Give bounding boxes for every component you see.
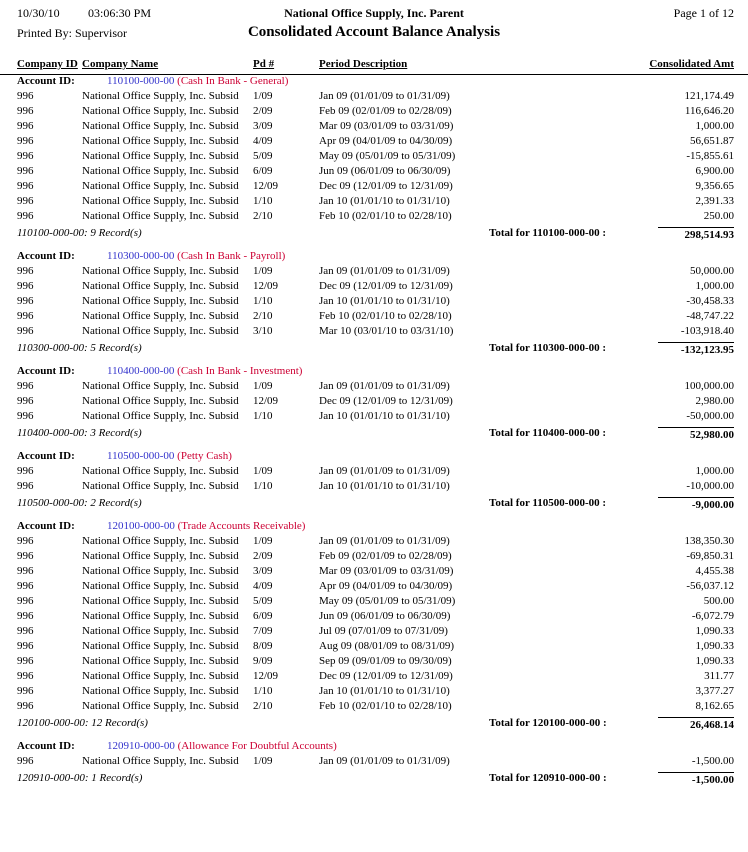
account-number: 120910-000-00 (107, 740, 175, 752)
column-header-consolidated-amt: Consolidated Amt (649, 58, 734, 70)
cell-company-name: National Office Supply, Inc. Subsid (82, 565, 239, 577)
cell-company-name: National Office Supply, Inc. Subsid (82, 465, 239, 477)
table-row (0, 550, 748, 565)
table-row (0, 565, 748, 580)
cell-consolidated-amt: 1,090.33 (695, 640, 734, 652)
account-number: 110400-000-00 (107, 365, 175, 377)
table-row (0, 535, 748, 550)
cell-pd: 5/09 (253, 150, 273, 162)
cell-consolidated-amt: 8,162.65 (695, 700, 734, 712)
cell-company-name: National Office Supply, Inc. Subsid (82, 195, 239, 207)
cell-pd: 2/09 (253, 550, 273, 562)
cell-company-name: National Office Supply, Inc. Subsid (82, 670, 239, 682)
account-description: (Cash In Bank - Investment) (177, 365, 303, 377)
cell-period-description: Dec 09 (12/01/09 to 12/31/09) (319, 670, 453, 682)
cell-pd: 2/10 (253, 700, 273, 712)
cell-consolidated-amt: 250.00 (703, 210, 734, 222)
cell-company-name: National Office Supply, Inc. Subsid (82, 105, 239, 117)
record-count: 110500-000-00: 2 Record(s) (17, 497, 142, 509)
account-id-label: Account ID: (17, 740, 75, 752)
account-group (0, 365, 748, 450)
account-number: 110300-000-00 (107, 250, 175, 262)
cell-pd: 12/09 (253, 395, 279, 407)
cell-company-id: 996 (17, 210, 34, 222)
cell-consolidated-amt: 9,356.65 (695, 180, 734, 192)
cell-company-name: National Office Supply, Inc. Subsid (82, 625, 239, 637)
cell-pd: 12/09 (253, 280, 279, 292)
table-row (0, 670, 748, 685)
cell-pd: 12/09 (253, 670, 279, 682)
cell-consolidated-amt: -15,855.61 (686, 150, 734, 162)
report-header-line1 (0, 6, 748, 24)
cell-pd: 4/09 (253, 580, 273, 592)
account-description: (Cash In Bank - Payroll) (177, 250, 286, 262)
cell-company-id: 996 (17, 480, 34, 492)
cell-company-id: 996 (17, 465, 34, 477)
cell-pd: 9/09 (253, 655, 273, 667)
cell-consolidated-amt: -50,000.00 (686, 410, 734, 422)
cell-pd: 1/09 (253, 90, 273, 102)
cell-pd: 1/09 (253, 465, 273, 477)
cell-consolidated-amt: 3,377.27 (695, 685, 734, 697)
account-groups (0, 75, 748, 795)
cell-company-id: 996 (17, 595, 34, 607)
table-row (0, 90, 748, 105)
cell-company-name: National Office Supply, Inc. Subsid (82, 210, 239, 222)
table-row (0, 310, 748, 325)
group-total-label: Total for 110400-000-00 : (489, 427, 607, 439)
table-row (0, 195, 748, 210)
cell-pd: 6/09 (253, 610, 273, 622)
record-count: 120910-000-00: 1 Record(s) (17, 772, 143, 784)
cell-period-description: Jan 09 (01/01/09 to 01/31/09) (319, 465, 450, 477)
cell-period-description: Jan 10 (01/01/10 to 01/31/10) (319, 410, 450, 422)
cell-company-id: 996 (17, 580, 34, 592)
cell-pd: 1/10 (253, 685, 273, 697)
cell-consolidated-amt: -10,000.00 (686, 480, 734, 492)
cell-company-id: 996 (17, 135, 34, 147)
cell-period-description: Dec 09 (12/01/09 to 12/31/09) (319, 280, 453, 292)
account-id-label: Account ID: (17, 520, 75, 532)
cell-consolidated-amt: 2,980.00 (695, 395, 734, 407)
cell-period-description: Feb 09 (02/01/09 to 02/28/09) (319, 550, 452, 562)
cell-company-name: National Office Supply, Inc. Subsid (82, 550, 239, 562)
cell-pd: 4/09 (253, 135, 273, 147)
cell-period-description: Feb 09 (02/01/09 to 02/28/09) (319, 105, 452, 117)
table-row (0, 265, 748, 280)
cell-company-name: National Office Supply, Inc. Subsid (82, 265, 239, 277)
cell-period-description: Jul 09 (07/01/09 to 07/31/09) (319, 625, 448, 637)
record-count: 110100-000-00: 9 Record(s) (17, 227, 142, 239)
table-row (0, 295, 748, 310)
cell-consolidated-amt: 56,651.87 (690, 135, 734, 147)
group-total-label: Total for 110500-000-00 : (489, 497, 607, 509)
cell-pd: 1/10 (253, 295, 273, 307)
table-row (0, 410, 748, 425)
cell-pd: 2/09 (253, 105, 273, 117)
table-row (0, 465, 748, 480)
cell-consolidated-amt: 1,090.33 (695, 655, 734, 667)
cell-consolidated-amt: -1,500.00 (691, 755, 734, 767)
group-total-amount: -132,123.95 (658, 342, 734, 356)
cell-pd: 8/09 (253, 640, 273, 652)
group-spacer (0, 513, 748, 520)
cell-period-description: May 09 (05/01/09 to 05/31/09) (319, 150, 456, 162)
group-total-amount: -1,500.00 (658, 772, 734, 786)
group-spacer (0, 443, 748, 450)
record-count: 120100-000-00: 12 Record(s) (17, 717, 148, 729)
cell-period-description: Dec 09 (12/01/09 to 12/31/09) (319, 180, 453, 192)
cell-company-name: National Office Supply, Inc. Subsid (82, 655, 239, 667)
cell-consolidated-amt: -69,850.31 (686, 550, 734, 562)
cell-period-description: Jun 09 (06/01/09 to 06/30/09) (319, 165, 451, 177)
account-header-row (0, 740, 748, 755)
cell-pd: 3/09 (253, 565, 273, 577)
cell-company-id: 996 (17, 180, 34, 192)
table-row (0, 210, 748, 225)
account-number: 120100-000-00 (107, 520, 175, 532)
cell-company-id: 996 (17, 625, 34, 637)
cell-consolidated-amt: -103,918.40 (680, 325, 734, 337)
cell-period-description: Mar 09 (03/01/09 to 03/31/09) (319, 120, 454, 132)
table-row (0, 595, 748, 610)
cell-company-id: 996 (17, 90, 34, 102)
cell-pd: 3/09 (253, 120, 273, 132)
cell-period-description: Jan 09 (01/01/09 to 01/31/09) (319, 535, 450, 547)
table-row (0, 280, 748, 295)
cell-period-description: Feb 10 (02/01/10 to 02/28/10) (319, 210, 452, 222)
report-company-name: National Office Supply, Inc. Parent (284, 6, 464, 20)
cell-period-description: Dec 09 (12/01/09 to 12/31/09) (319, 395, 453, 407)
cell-company-name: National Office Supply, Inc. Subsid (82, 595, 239, 607)
group-total-amount: 52,980.00 (658, 427, 734, 441)
cell-company-id: 996 (17, 380, 34, 392)
column-header-company-id: Company ID (17, 58, 78, 70)
table-row (0, 655, 748, 670)
cell-consolidated-amt: -30,458.33 (686, 295, 734, 307)
cell-company-name: National Office Supply, Inc. Subsid (82, 610, 239, 622)
cell-consolidated-amt: 116,646.20 (684, 105, 734, 117)
cell-company-name: National Office Supply, Inc. Subsid (82, 150, 239, 162)
group-total-label: Total for 110100-000-00 : (489, 227, 607, 239)
table-row (0, 165, 748, 180)
cell-company-id: 996 (17, 105, 34, 117)
account-id-link[interactable] (107, 75, 288, 87)
cell-period-description: Mar 10 (03/01/10 to 03/31/10) (319, 325, 454, 337)
cell-period-description: Jan 10 (01/01/10 to 01/31/10) (319, 195, 450, 207)
cell-company-id: 996 (17, 265, 34, 277)
column-header-pd: Pd # (253, 58, 275, 70)
cell-period-description: Feb 10 (02/01/10 to 02/28/10) (319, 310, 452, 322)
cell-period-description: Aug 09 (08/01/09 to 08/31/09) (319, 640, 455, 652)
cell-period-description: Apr 09 (04/01/09 to 04/30/09) (319, 580, 453, 592)
account-id-link[interactable] (107, 365, 302, 377)
report-header-line2 (0, 24, 748, 46)
cell-period-description: Jan 10 (01/01/10 to 01/31/10) (319, 685, 450, 697)
cell-company-id: 996 (17, 295, 34, 307)
group-total-amount: 26,468.14 (658, 717, 734, 731)
cell-pd: 1/09 (253, 755, 273, 767)
group-total-amount: 298,514.93 (658, 227, 734, 241)
cell-company-name: National Office Supply, Inc. Subsid (82, 120, 239, 132)
cell-pd: 6/09 (253, 165, 273, 177)
cell-company-name: National Office Supply, Inc. Subsid (82, 135, 239, 147)
cell-consolidated-amt: 1,000.00 (695, 280, 734, 292)
cell-pd: 2/10 (253, 210, 273, 222)
account-group (0, 740, 748, 795)
cell-period-description: Feb 10 (02/01/10 to 02/28/10) (319, 700, 452, 712)
cell-company-id: 996 (17, 610, 34, 622)
cell-period-description: Jan 09 (01/01/09 to 01/31/09) (319, 755, 450, 767)
table-row (0, 135, 748, 150)
table-row (0, 380, 748, 395)
cell-consolidated-amt: 138,350.30 (684, 535, 734, 547)
account-id-link[interactable] (107, 250, 285, 262)
cell-company-name: National Office Supply, Inc. Subsid (82, 380, 239, 392)
account-number: 110100-000-00 (107, 75, 175, 87)
cell-company-name: National Office Supply, Inc. Subsid (82, 640, 239, 652)
cell-period-description: Jan 10 (01/01/10 to 01/31/10) (319, 295, 450, 307)
cell-consolidated-amt: -56,037.12 (686, 580, 734, 592)
table-row (0, 105, 748, 120)
cell-consolidated-amt: 1,090.33 (695, 625, 734, 637)
cell-pd: 1/10 (253, 195, 273, 207)
cell-company-name: National Office Supply, Inc. Subsid (82, 480, 239, 492)
account-header-row (0, 250, 748, 265)
account-header-row (0, 365, 748, 380)
cell-period-description: Apr 09 (04/01/09 to 04/30/09) (319, 135, 453, 147)
cell-pd: 1/09 (253, 380, 273, 392)
report-title: Consolidated Account Balance Analysis (247, 24, 501, 40)
cell-period-description: May 09 (05/01/09 to 05/31/09) (319, 595, 456, 607)
account-id-link[interactable] (107, 450, 232, 462)
cell-company-name: National Office Supply, Inc. Subsid (82, 90, 239, 102)
cell-company-name: National Office Supply, Inc. Subsid (82, 180, 239, 192)
table-row (0, 625, 748, 640)
table-row (0, 700, 748, 715)
cell-pd: 2/10 (253, 310, 273, 322)
account-header-row (0, 75, 748, 90)
cell-consolidated-amt: -6,072.79 (691, 610, 734, 622)
group-total-row (0, 226, 748, 243)
cell-period-description: Jan 10 (01/01/10 to 01/31/10) (319, 480, 450, 492)
group-spacer (0, 358, 748, 365)
cell-company-name: National Office Supply, Inc. Subsid (82, 310, 239, 322)
cell-company-name: National Office Supply, Inc. Subsid (82, 755, 239, 767)
table-row (0, 610, 748, 625)
group-total-row (0, 716, 748, 733)
table-row (0, 755, 748, 770)
cell-company-id: 996 (17, 195, 34, 207)
account-group (0, 75, 748, 250)
group-total-label: Total for 120100-000-00 : (489, 717, 607, 729)
account-description: (Trade Accounts Receivable) (177, 520, 306, 532)
cell-consolidated-amt: 121,174.49 (684, 90, 734, 102)
account-id-label: Account ID: (17, 250, 75, 262)
group-total-amount: -9,000.00 (658, 497, 734, 511)
cell-company-id: 996 (17, 700, 34, 712)
cell-company-name: National Office Supply, Inc. Subsid (82, 395, 239, 407)
account-id-label: Account ID: (17, 450, 75, 462)
group-total-row (0, 496, 748, 513)
account-description: (Petty Cash) (177, 450, 232, 462)
cell-company-id: 996 (17, 685, 34, 697)
cell-consolidated-amt: -48,747.22 (686, 310, 734, 322)
cell-company-id: 996 (17, 550, 34, 562)
account-number: 110500-000-00 (107, 450, 175, 462)
cell-period-description: Mar 09 (03/01/09 to 03/31/09) (319, 565, 454, 577)
cell-company-name: National Office Supply, Inc. Subsid (82, 580, 239, 592)
account-header-row (0, 520, 748, 535)
cell-company-name: National Office Supply, Inc. Subsid (82, 535, 239, 547)
cell-period-description: Jan 09 (01/01/09 to 01/31/09) (319, 90, 450, 102)
table-row (0, 685, 748, 700)
group-total-row (0, 771, 748, 788)
page-indicator: Page 1 of 12 (673, 6, 734, 20)
record-count: 110400-000-00: 3 Record(s) (17, 427, 142, 439)
table-row (0, 150, 748, 165)
group-total-label: Total for 110300-000-00 : (489, 342, 607, 354)
cell-company-id: 996 (17, 655, 34, 667)
cell-company-id: 996 (17, 535, 34, 547)
account-description: (Cash In Bank - General) (177, 75, 289, 87)
account-group (0, 250, 748, 365)
cell-period-description: Sep 09 (09/01/09 to 09/30/09) (319, 655, 452, 667)
column-header-company-name: Company Name (82, 58, 159, 70)
cell-company-id: 996 (17, 120, 34, 132)
report-time: 03:06:30 PM (88, 6, 152, 20)
cell-consolidated-amt: 1,000.00 (695, 465, 734, 477)
column-header-row (0, 58, 748, 75)
cell-pd: 1/10 (253, 480, 273, 492)
column-header-period-description: Period Description (319, 58, 408, 70)
table-row (0, 180, 748, 195)
cell-company-name: National Office Supply, Inc. Subsid (82, 295, 239, 307)
table-row (0, 325, 748, 340)
account-group (0, 450, 748, 520)
group-total-row (0, 341, 748, 358)
cell-pd: 3/10 (253, 325, 273, 337)
account-id-label: Account ID: (17, 365, 75, 377)
cell-company-name: National Office Supply, Inc. Subsid (82, 325, 239, 337)
cell-company-id: 996 (17, 410, 34, 422)
cell-pd: 12/09 (253, 180, 279, 192)
cell-pd: 1/10 (253, 410, 273, 422)
account-id-label: Account ID: (17, 75, 75, 87)
cell-pd: 7/09 (253, 625, 273, 637)
group-spacer (0, 243, 748, 250)
cell-period-description: Jan 09 (01/01/09 to 01/31/09) (319, 380, 450, 392)
cell-pd: 5/09 (253, 595, 273, 607)
group-spacer (0, 733, 748, 740)
cell-period-description: Jan 09 (01/01/09 to 01/31/09) (319, 265, 450, 277)
cell-consolidated-amt: 6,900.00 (695, 165, 734, 177)
group-total-label: Total for 120910-000-00 : (489, 772, 607, 784)
cell-consolidated-amt: 4,455.38 (695, 565, 734, 577)
cell-pd: 1/09 (253, 535, 273, 547)
table-row (0, 120, 748, 135)
cell-company-id: 996 (17, 150, 34, 162)
table-row (0, 580, 748, 595)
cell-company-name: National Office Supply, Inc. Subsid (82, 410, 239, 422)
cell-company-id: 996 (17, 280, 34, 292)
account-description: (Allowance For Doubtful Accounts) (177, 740, 337, 752)
record-count: 110300-000-00: 5 Record(s) (17, 342, 142, 354)
cell-company-id: 996 (17, 565, 34, 577)
account-id-link[interactable] (107, 740, 337, 752)
cell-company-id: 996 (17, 165, 34, 177)
cell-consolidated-amt: 500.00 (703, 595, 734, 607)
cell-pd: 1/09 (253, 265, 273, 277)
cell-company-id: 996 (17, 310, 34, 322)
cell-company-id: 996 (17, 755, 34, 767)
printed-by: Printed By: Supervisor (17, 26, 127, 40)
cell-company-name: National Office Supply, Inc. Subsid (82, 280, 239, 292)
cell-company-name: National Office Supply, Inc. Subsid (82, 700, 239, 712)
cell-company-id: 996 (17, 670, 34, 682)
cell-period-description: Jun 09 (06/01/09 to 06/30/09) (319, 610, 451, 622)
account-header-row (0, 450, 748, 465)
cell-company-id: 996 (17, 395, 34, 407)
group-total-row (0, 426, 748, 443)
cell-consolidated-amt: 50,000.00 (690, 265, 734, 277)
cell-company-name: National Office Supply, Inc. Subsid (82, 685, 239, 697)
cell-company-id: 996 (17, 325, 34, 337)
account-group (0, 520, 748, 740)
table-row (0, 395, 748, 410)
table-row (0, 640, 748, 655)
cell-company-id: 996 (17, 640, 34, 652)
cell-consolidated-amt: 100,000.00 (684, 380, 734, 392)
cell-consolidated-amt: 2,391.33 (695, 195, 734, 207)
account-id-link[interactable] (107, 520, 305, 532)
group-spacer (0, 788, 748, 795)
cell-company-name: National Office Supply, Inc. Subsid (82, 165, 239, 177)
report-page (0, 6, 748, 852)
cell-consolidated-amt: 311.77 (704, 670, 734, 682)
report-date: 10/30/10 (17, 6, 60, 20)
table-row (0, 480, 748, 495)
cell-consolidated-amt: 1,000.00 (695, 120, 734, 132)
